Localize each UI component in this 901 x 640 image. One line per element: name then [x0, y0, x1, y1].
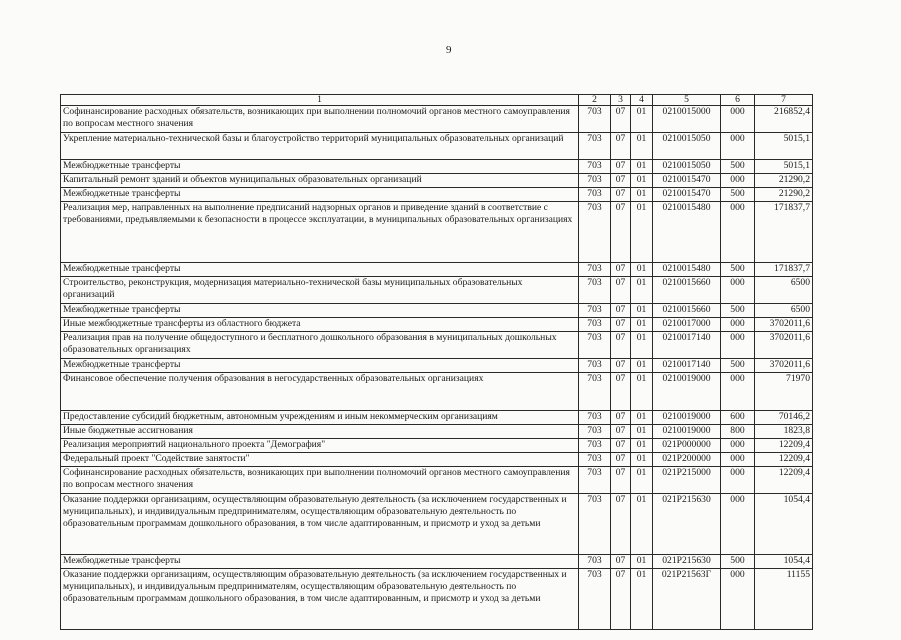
- row-expense-type: 500: [721, 304, 755, 318]
- table-row: [61, 411, 813, 425]
- row-amount: 12209,4: [755, 439, 813, 453]
- row-target-article: 0210015000: [653, 106, 721, 133]
- row-name: Финансовое обеспечение получения образования в негосударственных образовательных организациях: [61, 373, 579, 411]
- row-expense-type: 000: [721, 569, 755, 630]
- row-name: Федеральный проект "Содействие занятости": [61, 453, 579, 467]
- row-subsection: 01: [631, 332, 653, 359]
- row-ved: 703: [579, 555, 611, 569]
- row-name: Межбюджетные трансферты: [61, 359, 579, 373]
- row-amount: 12209,4: [755, 453, 813, 467]
- row-name: Иные межбюджетные трансферты из областного бюджета: [61, 318, 579, 332]
- row-amount: 5015,1: [755, 160, 813, 174]
- row-expense-type: 000: [721, 277, 755, 304]
- row-section: 07: [611, 318, 631, 332]
- row-section: 07: [611, 494, 631, 555]
- row-expense-type: 000: [721, 318, 755, 332]
- row-ved: 703: [579, 174, 611, 188]
- row-ved: 703: [579, 202, 611, 263]
- table-row: [61, 160, 813, 174]
- row-name: Софинансирование расходных обязательств, возникающих при выполнении полномочий органов местного самоуправления по вопросам местного значения: [61, 467, 579, 494]
- row-expense-type: 000: [721, 494, 755, 555]
- row-subsection: 01: [631, 555, 653, 569]
- row-section: 07: [611, 188, 631, 202]
- row-name: Межбюджетные трансферты: [61, 160, 579, 174]
- table-row: [61, 263, 813, 277]
- table-row: [61, 425, 813, 439]
- row-ved: 703: [579, 373, 611, 411]
- row-ved: 703: [579, 494, 611, 555]
- row-amount: 12209,4: [755, 467, 813, 494]
- row-subsection: 01: [631, 318, 653, 332]
- row-amount: 11155: [755, 569, 813, 630]
- row-name: Софинансирование расходных обязательств, возникающих при выполнении полномочий органов местного самоуправления по вопросам местного значения: [61, 106, 579, 133]
- row-expense-type: 500: [721, 555, 755, 569]
- row-subsection: 01: [631, 263, 653, 277]
- row-ved: 703: [579, 467, 611, 494]
- row-expense-type: 000: [721, 467, 755, 494]
- row-target-article: 0210017140: [653, 359, 721, 373]
- row-subsection: 01: [631, 202, 653, 263]
- row-amount: 3702011,6: [755, 332, 813, 359]
- row-ved: 703: [579, 277, 611, 304]
- header-cell-2: 2: [579, 95, 611, 106]
- table-header-row: [61, 95, 813, 106]
- row-section: 07: [611, 202, 631, 263]
- row-subsection: 01: [631, 160, 653, 174]
- row-subsection: 01: [631, 373, 653, 411]
- row-target-article: 021P21563Г: [653, 569, 721, 630]
- row-amount: 171837,7: [755, 202, 813, 263]
- row-expense-type: 500: [721, 160, 755, 174]
- row-name: Межбюджетные трансферты: [61, 555, 579, 569]
- row-expense-type: 800: [721, 425, 755, 439]
- row-section: 07: [611, 555, 631, 569]
- row-target-article: 0210019000: [653, 411, 721, 425]
- row-expense-type: 500: [721, 359, 755, 373]
- row-section: 07: [611, 277, 631, 304]
- row-section: 07: [611, 467, 631, 494]
- row-expense-type: 000: [721, 133, 755, 160]
- row-target-article: 0210015050: [653, 160, 721, 174]
- row-subsection: 01: [631, 359, 653, 373]
- row-ved: 703: [579, 304, 611, 318]
- row-ved: 703: [579, 453, 611, 467]
- row-amount: 1823,8: [755, 425, 813, 439]
- table-row: [61, 318, 813, 332]
- row-section: 07: [611, 174, 631, 188]
- row-expense-type: 600: [721, 411, 755, 425]
- row-name: Капитальный ремонт зданий и объектов муниципальных образовательных организаций: [61, 174, 579, 188]
- row-amount: 1054,4: [755, 494, 813, 555]
- budget-table: [60, 94, 813, 630]
- row-target-article: 0210015050: [653, 133, 721, 160]
- row-name: Предоставление субсидий бюджетным, автономным учреждениям и иным некоммерческим организациям: [61, 411, 579, 425]
- page-number: 9: [446, 44, 452, 56]
- row-expense-type: 000: [721, 373, 755, 411]
- row-name: Оказание поддержки организациям, осуществляющим образовательную деятельность (за исключением государственных и муниципальных), и индивидуальным предпринимателям, осуществляющим образовательную деятельность по образовательным программам дошкольного образования, в том числе адаптированным, и присмотр и уход за детьми: [61, 569, 579, 630]
- row-target-article: 021P215630: [653, 494, 721, 555]
- row-target-article: 0210015470: [653, 188, 721, 202]
- row-subsection: 01: [631, 174, 653, 188]
- table-row: [61, 174, 813, 188]
- table-row: [61, 202, 813, 263]
- header-cell-5: 5: [653, 95, 721, 106]
- row-ved: 703: [579, 318, 611, 332]
- row-ved: 703: [579, 359, 611, 373]
- row-subsection: 01: [631, 425, 653, 439]
- row-target-article: 0210015480: [653, 263, 721, 277]
- row-ved: 703: [579, 160, 611, 174]
- row-subsection: 01: [631, 439, 653, 453]
- table-row: [61, 453, 813, 467]
- row-subsection: 01: [631, 569, 653, 630]
- row-subsection: 01: [631, 494, 653, 555]
- table-row: [61, 304, 813, 318]
- row-amount: 171837,7: [755, 263, 813, 277]
- row-section: 07: [611, 359, 631, 373]
- row-name: Оказание поддержки организациям, осуществляющим образовательную деятельность (за исключением государственных и муниципальных), и индивидуальным предпринимателям, осуществляющим образовательную деятельность по образовательным программам дошкольного образования, в том числе адаптированным, и присмотр и уход за детьми: [61, 494, 579, 555]
- row-amount: 3702011,6: [755, 359, 813, 373]
- row-ved: 703: [579, 133, 611, 160]
- row-name: Реализация мер, направленных на выполнение предписаний надзорных органов и приведение зданий в соответствие с требованиями, предъявляемыми к безопасности в процессе эксплуатации, в муниципальных образовательных организациях: [61, 202, 579, 263]
- table-row: [61, 555, 813, 569]
- row-expense-type: 000: [721, 453, 755, 467]
- row-name: Межбюджетные трансферты: [61, 304, 579, 318]
- row-expense-type: 500: [721, 263, 755, 277]
- row-amount: 3702011,6: [755, 318, 813, 332]
- row-subsection: 01: [631, 411, 653, 425]
- table-row: [61, 277, 813, 304]
- row-subsection: 01: [631, 304, 653, 318]
- row-subsection: 01: [631, 453, 653, 467]
- row-target-article: 021P000000: [653, 439, 721, 453]
- row-target-article: 0210015470: [653, 174, 721, 188]
- table-row: [61, 467, 813, 494]
- row-target-article: 021P200000: [653, 453, 721, 467]
- header-cell-7: 7: [755, 95, 813, 106]
- table-row: [61, 373, 813, 411]
- row-name: Строительство, реконструкция, модернизация материально-технической базы муниципальных образовательных организаций: [61, 277, 579, 304]
- table-row: [61, 569, 813, 630]
- row-subsection: 01: [631, 133, 653, 160]
- row-section: 07: [611, 453, 631, 467]
- row-ved: 703: [579, 106, 611, 133]
- row-amount: 216852,4: [755, 106, 813, 133]
- row-target-article: 0210015660: [653, 277, 721, 304]
- row-target-article: 0210017140: [653, 332, 721, 359]
- header-cell-6: 6: [721, 95, 755, 106]
- row-target-article: 0210015480: [653, 202, 721, 263]
- table-row: [61, 494, 813, 555]
- row-ved: 703: [579, 439, 611, 453]
- row-name: Реализация прав на получение общедоступного и бесплатного дошкольного образования в муниципальных дошкольных образовательных организациях: [61, 332, 579, 359]
- row-section: 07: [611, 332, 631, 359]
- row-amount: 70146,2: [755, 411, 813, 425]
- row-target-article: 0210015660: [653, 304, 721, 318]
- row-ved: 703: [579, 332, 611, 359]
- row-expense-type: 000: [721, 106, 755, 133]
- row-amount: 5015,1: [755, 133, 813, 160]
- row-ved: 703: [579, 263, 611, 277]
- row-amount: 21290,2: [755, 174, 813, 188]
- row-amount: 6500: [755, 277, 813, 304]
- row-section: 07: [611, 304, 631, 318]
- row-name: Укрепление материально-технической базы и благоустройство территорий муниципальных образовательных организаций: [61, 133, 579, 160]
- table-row: [61, 332, 813, 359]
- table-row: [61, 106, 813, 133]
- row-amount: 6500: [755, 304, 813, 318]
- row-amount: 1054,4: [755, 555, 813, 569]
- row-target-article: 0210019000: [653, 373, 721, 411]
- row-name: Реализация мероприятий национального проекта "Демография": [61, 439, 579, 453]
- row-section: 07: [611, 263, 631, 277]
- row-section: 07: [611, 133, 631, 160]
- row-subsection: 01: [631, 106, 653, 133]
- row-name: Межбюджетные трансферты: [61, 263, 579, 277]
- row-expense-type: 000: [721, 174, 755, 188]
- header-cell-3: 3: [611, 95, 631, 106]
- row-target-article: 021P215630: [653, 555, 721, 569]
- row-section: 07: [611, 411, 631, 425]
- table-row: [61, 188, 813, 202]
- row-amount: 21290,2: [755, 188, 813, 202]
- table-row: [61, 133, 813, 160]
- row-ved: 703: [579, 188, 611, 202]
- row-section: 07: [611, 373, 631, 411]
- header-cell-4: 4: [631, 95, 653, 106]
- row-section: 07: [611, 160, 631, 174]
- row-amount: 71970: [755, 373, 813, 411]
- row-expense-type: 000: [721, 202, 755, 263]
- row-section: 07: [611, 425, 631, 439]
- row-target-article: 0210019000: [653, 425, 721, 439]
- row-expense-type: 500: [721, 188, 755, 202]
- row-target-article: 021P215000: [653, 467, 721, 494]
- row-subsection: 01: [631, 277, 653, 304]
- row-subsection: 01: [631, 188, 653, 202]
- table-row: [61, 439, 813, 453]
- table-row: [61, 359, 813, 373]
- row-ved: 703: [579, 569, 611, 630]
- row-ved: 703: [579, 425, 611, 439]
- row-section: 07: [611, 106, 631, 133]
- header-cell-1: 1: [61, 95, 579, 106]
- row-expense-type: 000: [721, 332, 755, 359]
- row-name: Иные бюджетные ассигнования: [61, 425, 579, 439]
- row-section: 07: [611, 569, 631, 630]
- row-name: Межбюджетные трансферты: [61, 188, 579, 202]
- row-section: 07: [611, 439, 631, 453]
- row-target-article: 0210017000: [653, 318, 721, 332]
- row-ved: 703: [579, 411, 611, 425]
- row-expense-type: 000: [721, 439, 755, 453]
- row-subsection: 01: [631, 467, 653, 494]
